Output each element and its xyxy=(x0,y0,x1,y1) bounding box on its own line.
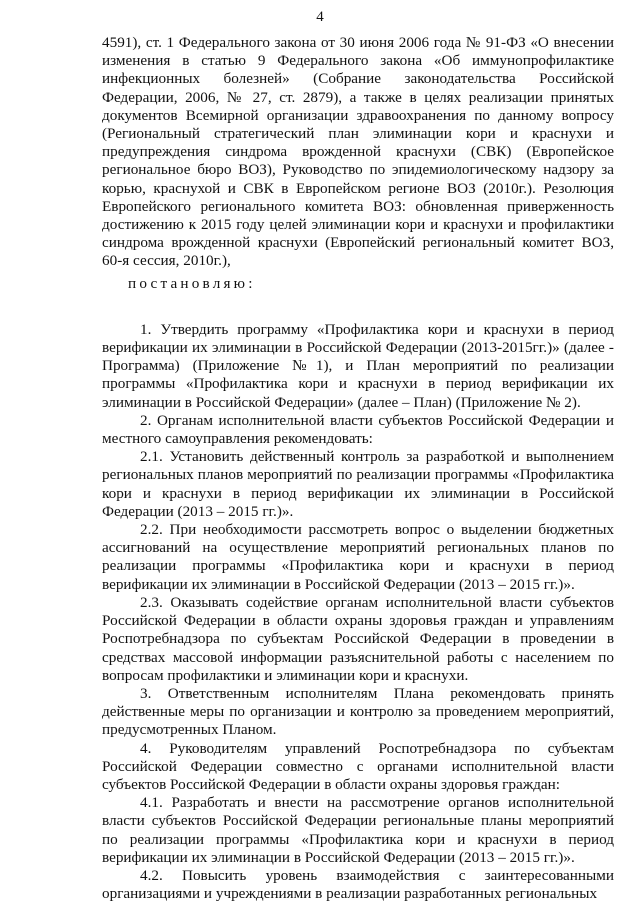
clause-3: 3. Ответственным исполнителям Плана рекомендовать принять действенные меры по организации и контролю за проведением мероприятий, предусмотренных Планом. xyxy=(102,684,614,739)
document-body xyxy=(102,34,614,903)
clause-2-3: 2.3. Оказывать содействие органам исполнительной власти субъектов Российской Федерации в области охраны здоровья граждан и управлениям Роспотребнадзора по субъектам Российской Федерации в проведении в средствах массовой информации разъяснительной работы с населением по вопросам профилактики и элиминации кори и краснухи. xyxy=(102,593,614,684)
clause-2-2: 2.2. При необходимости рассмотреть вопрос о выделении бюджетных ассигнований на осуществление мероприятий региональных планов по реализации программы «Профилактика кори и краснухи в период верификации их элиминации в Российской Федерации (2013 – 2015 гг.)». xyxy=(102,521,614,593)
resolve-heading: постановляю: xyxy=(128,274,256,292)
clause-1: 1. Утвердить программу «Профилактика кори и краснухи в период верификации их элиминации в Российской Федерации (2013-2015гг.)» (далее - Программа) (Приложение №1), и План мероприятий по реализации программы «Профилактика кори и краснухи в период верификации их элиминации в Российской Федерации» (далее – План) (Приложение № 2). xyxy=(102,320,614,411)
clause-4-2: 4.2. Повысить уровень взаимодействия с заинтересованными организациями и учреждениями в реализации разработанных региональных xyxy=(102,866,614,903)
clause-2: 2. Органам исполнительной власти субъектов Российской Федерации и местного самоуправления рекомендовать: xyxy=(102,411,614,448)
clause-4-1: 4.1. Разработать и внести на рассмотрение органов исполнительной власти субъектов Российской Федерации региональные планы мероприятий по реализации программы «Профилактика кори и краснухи в период верификации их элиминации в Российской Федерации (2013 – 2015 гг.)». xyxy=(102,794,614,866)
page-number: 4 xyxy=(316,9,324,25)
clause-2-1: 2.1. Установить действенный контроль за разработкой и выполнением региональных планов мероприятий по реализации программы «Профилактика кори и краснухи в период верификации их элиминации в Российской Федерации (2013 – 2015 гг.)». xyxy=(102,448,614,520)
clause-4: 4. Руководителям управлений Роспотребнадзора по субъектам Российской Федерации совместно с органами исполнительной власти субъектов Российской Федерации в области охраны здоровья граждан: xyxy=(102,739,614,793)
preamble-paragraph: 4591), ст. 1 Федерального закона от 30 июня 2006 года № 91-ФЗ «О внесении изменения в статью 9 Федерального закона «Об иммунопрофилактике инфекционных болезней» (Собрание законодательства Российской Федерации, 2006, № 27, ст. 2879), а также в целях реализации принятых документов Всемирной организации здравоохранения по данному вопросу (Региональный стратегический план элиминации кори и краснухи и предупреждения синдрома врожденной краснухи (СВК) (Европейское региональное бюро ВОЗ), Руководство по эпидемиологическому надзору за корью, краснухой и СВК в Европейском регионе ВОЗ (2010г.). Резолюция Европейского регионального комитета ВОЗ: обновленная приверженность достижению к 2015 году целей элиминации кори и краснухи и профилактики синдрома врожденной краснухи (Европейский региональный комитет ВОЗ, 60-я сессия, 2010г.), xyxy=(102,34,614,270)
